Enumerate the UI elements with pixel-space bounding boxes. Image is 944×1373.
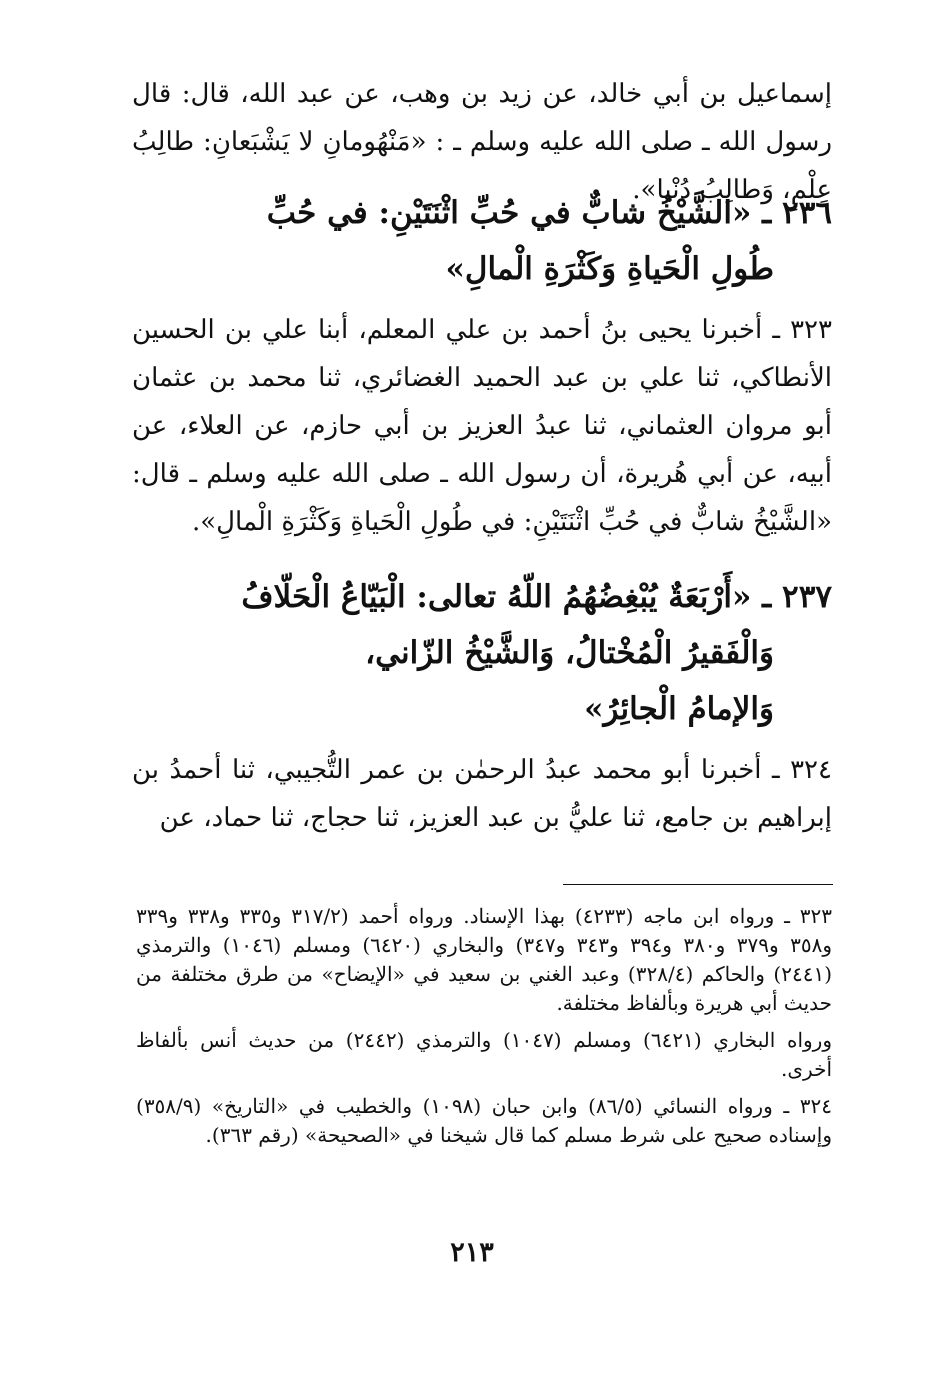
hadith-heading-236 xyxy=(192,185,832,297)
footnote-324: ٣٢٤ ـ ورواه النسائي (٨٦/٥) وابن حبان (١٠٩٨) والخطيب في «التاريخ» (٣٥٨/٩) وإسناده صحيح على شرط مسلم كما قال شيخنا في «الصحيحة» (رقم ٣٦٣). xyxy=(136,1094,832,1147)
footnote-323-part-2: ورواه البخاري (٦٤٢١) ومسلم (١٠٤٧) والترمذي (٢٤٤٢) من حديث أنس بألفاظ أخرى. xyxy=(136,1028,832,1081)
page-number: ٢١٣ xyxy=(450,1237,494,1268)
heading-236-line-1: ٢٣٦ ـ «الشَّيْخُ شابٌّ في حُبِّ اثْنَتَيْنِ: في حُبِّ xyxy=(266,195,832,231)
intro-paragraph: إسماعيل بن أبي خالد، عن زيد بن وهب، عن عبد الله، قال: قال رسول الله ـ صلى الله عليه وسلم ـ : «مَنْهُومانِ لا يَشْبَعانِ: طالِبُ عِلْمٍ، وَطالِبُ دُنْيا». xyxy=(132,79,832,205)
paragraph-324: ٣٢٤ ـ أخبرنا أبو محمد عبدُ الرحمٰن بن عمر التُّجيبي، ثنا أحمدُ بن إبراهيم بن جامع، ثنا عليُّ بن عبد العزيز، ثنا حجاج، ثنا حماد، عن xyxy=(132,755,832,833)
hadith-heading-237 xyxy=(192,569,832,737)
footnotes xyxy=(136,902,832,1158)
footnote-323-part-1: ٣٢٣ ـ ورواه ابن ماجه (٤٢٣٣) بهذا الإسناد. ورواه أحمد (٣١٧/٢ و٣٣٥ و٣٣٨ و٣٣٩ و٣٥٨ و٣٧٩ و٣٨٠ و٣٩٤ و٣٤٣ و٣٤٧) والبخاري (٦٤٢٠) ومسلم (١٠٤٦) والترمذي (٢٤٤١) والحاكم (٣٢٨/٤) وعبد الغني بن سعيد في «الإيضاح» من طرق مختلفة من حديث أبي هريرة وبألفاظ مختلفة. xyxy=(136,904,833,1015)
footnote-divider xyxy=(563,884,833,885)
heading-237-line-2: وَالْفَقيرُ الْمُخْتالُ، وَالشَّيْخُ الزّاني، xyxy=(365,635,774,671)
heading-236-line-2: طُولِ الْحَياةِ وَكَثْرَةِ الْمالِ» xyxy=(445,251,774,287)
heading-237-line-1: ٢٣٧ ـ «أَرْبَعَةٌ يُبْغِضُهُمُ اللّهُ تعالى: الْبَيّاعُ الْحَلّافُ xyxy=(241,579,832,615)
heading-237-line-3: وَالإمامُ الْجائِرُ» xyxy=(584,691,774,727)
paragraph-323: ٣٢٣ ـ أخبرنا يحيى بنُ أحمد بن علي المعلم، أبنا علي بن الحسين الأنطاكي، ثنا علي بن عبد الحميد الغضائري، ثنا محمد بن عثمان أبو مروان العثماني، ثنا عبدُ العزيز بن أبي حازم، عن العلاء، عن أبيه، عن أبي هُريرة، أن رسول الله ـ صلى الله عليه وسلم ـ قال: «الشَّيْخُ شابٌّ في حُبِّ اثْنَتَيْنِ: في طُولِ الْحَياةِ وَكَثْرَةِ الْمالِ». xyxy=(132,315,832,537)
